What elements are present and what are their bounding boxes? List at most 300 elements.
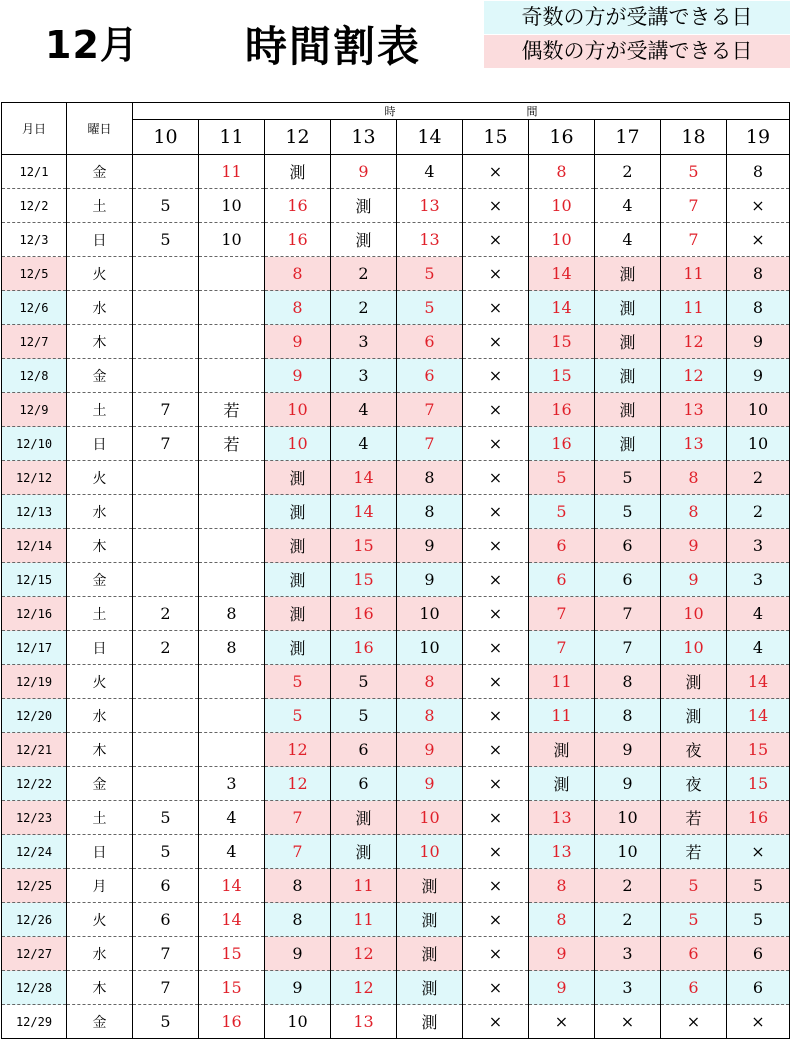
table-row [2, 903, 790, 937]
cell-19: × [727, 1005, 790, 1039]
row-date: 12/25 [2, 869, 67, 903]
cell-18: 若 [661, 801, 727, 835]
cell-17: 測 [595, 257, 661, 291]
cell-16: 5 [529, 461, 595, 495]
table-row [2, 971, 790, 1005]
cell-13: 13 [331, 1005, 397, 1039]
cell-11: 14 [199, 869, 265, 903]
cell-12: 5 [265, 665, 331, 699]
cell-19: 16 [727, 801, 790, 835]
cell-14: 測 [397, 971, 463, 1005]
cell-19: 2 [727, 461, 790, 495]
cell-12: 12 [265, 733, 331, 767]
row-date: 12/21 [2, 733, 67, 767]
cell-14: 5 [397, 257, 463, 291]
cell-15: × [463, 393, 529, 427]
cell-12: 9 [265, 971, 331, 1005]
cell-15: × [463, 699, 529, 733]
cell-13: 12 [331, 937, 397, 971]
cell-11: 若 [199, 393, 265, 427]
cell-10 [133, 767, 199, 801]
header-hour-16: 16 [529, 120, 595, 155]
cell-10: 7 [133, 971, 199, 1005]
table-row [2, 699, 790, 733]
table-row [2, 393, 790, 427]
cell-13: 測 [331, 835, 397, 869]
cell-10: 5 [133, 835, 199, 869]
table-row [2, 835, 790, 869]
table-row [2, 495, 790, 529]
cell-17: 6 [595, 563, 661, 597]
table-row [2, 665, 790, 699]
row-date: 12/22 [2, 767, 67, 801]
cell-13: 4 [331, 393, 397, 427]
table-row [2, 869, 790, 903]
cell-12: 8 [265, 869, 331, 903]
row-weekday: 金 [67, 359, 133, 393]
header-hour-10: 10 [133, 120, 199, 155]
header-hour-15: 15 [463, 120, 529, 155]
cell-12: 10 [265, 1005, 331, 1039]
cell-18: 5 [661, 903, 727, 937]
row-date: 12/6 [2, 291, 67, 325]
cell-13: 4 [331, 427, 397, 461]
cell-11: 4 [199, 801, 265, 835]
cell-17: 3 [595, 971, 661, 1005]
row-date: 12/19 [2, 665, 67, 699]
table-row [2, 189, 790, 223]
cell-18: 夜 [661, 733, 727, 767]
cell-11 [199, 529, 265, 563]
legend-even-days: 偶数の方が受講できる日 [484, 35, 790, 68]
legend-odd-days: 奇数の方が受講できる日 [484, 1, 790, 34]
cell-16: 11 [529, 665, 595, 699]
cell-18: 12 [661, 359, 727, 393]
cell-18: 12 [661, 325, 727, 359]
cell-16: 13 [529, 835, 595, 869]
cell-14: 8 [397, 699, 463, 733]
cell-17: 9 [595, 733, 661, 767]
cell-18: 13 [661, 393, 727, 427]
cell-16: 5 [529, 495, 595, 529]
table-row [2, 427, 790, 461]
header-time: 時 間 [133, 103, 790, 120]
cell-13: 15 [331, 563, 397, 597]
row-date: 12/29 [2, 1005, 67, 1039]
cell-10: 5 [133, 189, 199, 223]
cell-17: 測 [595, 291, 661, 325]
header-date: 月日 [2, 103, 67, 155]
row-weekday: 火 [67, 665, 133, 699]
cell-17: 5 [595, 495, 661, 529]
cell-12: 7 [265, 801, 331, 835]
cell-11 [199, 699, 265, 733]
row-weekday: 日 [67, 427, 133, 461]
cell-18: 11 [661, 291, 727, 325]
header-hour-19: 19 [727, 120, 790, 155]
page-title: 時間割表 [245, 22, 422, 71]
month-label: 12月 [45, 23, 139, 67]
cell-19: 9 [727, 325, 790, 359]
cell-17: 4 [595, 189, 661, 223]
cell-16: 10 [529, 223, 595, 257]
cell-16: 14 [529, 291, 595, 325]
cell-10: 2 [133, 597, 199, 631]
row-weekday: 日 [67, 223, 133, 257]
cell-12: 9 [265, 937, 331, 971]
cell-10: 5 [133, 1005, 199, 1039]
cell-16: 13 [529, 801, 595, 835]
row-weekday: 土 [67, 189, 133, 223]
cell-14: 9 [397, 767, 463, 801]
cell-14: 13 [397, 189, 463, 223]
cell-13: 9 [331, 155, 397, 189]
table-row [2, 359, 790, 393]
cell-16: 16 [529, 427, 595, 461]
cell-18: 測 [661, 699, 727, 733]
cell-10 [133, 257, 199, 291]
cell-17: 3 [595, 937, 661, 971]
cell-10 [133, 495, 199, 529]
cell-10: 5 [133, 801, 199, 835]
cell-12: 測 [265, 597, 331, 631]
timetable [1, 102, 790, 1039]
table-row [2, 257, 790, 291]
cell-19: 6 [727, 971, 790, 1005]
cell-12: 9 [265, 359, 331, 393]
cell-12: 9 [265, 325, 331, 359]
cell-14: 7 [397, 393, 463, 427]
cell-14: 10 [397, 631, 463, 665]
cell-14: 5 [397, 291, 463, 325]
cell-11 [199, 325, 265, 359]
cell-10: 7 [133, 393, 199, 427]
cell-12: 16 [265, 223, 331, 257]
cell-18: × [661, 1005, 727, 1039]
cell-10 [133, 291, 199, 325]
cell-10: 6 [133, 869, 199, 903]
row-weekday: 水 [67, 291, 133, 325]
row-weekday: 火 [67, 257, 133, 291]
table-row [2, 801, 790, 835]
cell-13: 2 [331, 291, 397, 325]
cell-18: 6 [661, 937, 727, 971]
cell-17: 10 [595, 801, 661, 835]
row-date: 12/24 [2, 835, 67, 869]
cell-15: × [463, 597, 529, 631]
row-weekday: 火 [67, 461, 133, 495]
cell-12: 測 [265, 495, 331, 529]
cell-12: 5 [265, 699, 331, 733]
cell-15: × [463, 189, 529, 223]
cell-18: 7 [661, 189, 727, 223]
cell-14: 測 [397, 903, 463, 937]
cell-17: 2 [595, 869, 661, 903]
cell-16: 15 [529, 325, 595, 359]
row-date: 12/26 [2, 903, 67, 937]
cell-15: × [463, 495, 529, 529]
cell-19: 4 [727, 631, 790, 665]
cell-19: 5 [727, 903, 790, 937]
cell-15: × [463, 665, 529, 699]
row-date: 12/1 [2, 155, 67, 189]
cell-14: 7 [397, 427, 463, 461]
header-hour-12: 12 [265, 120, 331, 155]
cell-17: 8 [595, 699, 661, 733]
row-date: 12/12 [2, 461, 67, 495]
cell-13: 16 [331, 597, 397, 631]
cell-11: 10 [199, 189, 265, 223]
cell-15: × [463, 291, 529, 325]
cell-11: 8 [199, 631, 265, 665]
cell-16: 測 [529, 733, 595, 767]
cell-10 [133, 461, 199, 495]
cell-16: 16 [529, 393, 595, 427]
row-date: 12/7 [2, 325, 67, 359]
cell-16: 9 [529, 937, 595, 971]
cell-12: 7 [265, 835, 331, 869]
row-weekday: 木 [67, 529, 133, 563]
row-weekday: 日 [67, 835, 133, 869]
cell-15: × [463, 1005, 529, 1039]
cell-13: 測 [331, 189, 397, 223]
cell-10: 7 [133, 937, 199, 971]
cell-10 [133, 665, 199, 699]
cell-15: × [463, 971, 529, 1005]
row-weekday: 木 [67, 971, 133, 1005]
cell-12: 測 [265, 563, 331, 597]
cell-10 [133, 563, 199, 597]
cell-15: × [463, 869, 529, 903]
cell-10: 6 [133, 903, 199, 937]
cell-17: 5 [595, 461, 661, 495]
row-weekday: 土 [67, 597, 133, 631]
cell-18: 5 [661, 155, 727, 189]
cell-14: 測 [397, 1005, 463, 1039]
table-row [2, 767, 790, 801]
cell-18: 6 [661, 971, 727, 1005]
cell-13: 16 [331, 631, 397, 665]
cell-16: 6 [529, 529, 595, 563]
cell-14: 9 [397, 529, 463, 563]
row-date: 12/20 [2, 699, 67, 733]
cell-17: 7 [595, 597, 661, 631]
cell-11: 4 [199, 835, 265, 869]
cell-17: 10 [595, 835, 661, 869]
cell-15: × [463, 903, 529, 937]
header-hour-11: 11 [199, 120, 265, 155]
cell-16: 6 [529, 563, 595, 597]
cell-17: 4 [595, 223, 661, 257]
row-weekday: 金 [67, 563, 133, 597]
cell-19: 15 [727, 733, 790, 767]
cell-18: 夜 [661, 767, 727, 801]
cell-19: × [727, 835, 790, 869]
cell-12: 測 [265, 529, 331, 563]
cell-14: 10 [397, 801, 463, 835]
cell-18: 7 [661, 223, 727, 257]
cell-17: 測 [595, 393, 661, 427]
cell-16: 10 [529, 189, 595, 223]
cell-19: 3 [727, 529, 790, 563]
cell-11: 16 [199, 1005, 265, 1039]
row-date: 12/9 [2, 393, 67, 427]
cell-19: 5 [727, 869, 790, 903]
cell-17: 測 [595, 325, 661, 359]
cell-19: 9 [727, 359, 790, 393]
cell-14: 8 [397, 665, 463, 699]
cell-18: 13 [661, 427, 727, 461]
header-hour-13: 13 [331, 120, 397, 155]
row-date: 12/2 [2, 189, 67, 223]
cell-11: 若 [199, 427, 265, 461]
cell-18: 8 [661, 495, 727, 529]
cell-10 [133, 359, 199, 393]
cell-18: 10 [661, 631, 727, 665]
cell-17: 測 [595, 427, 661, 461]
cell-17: 7 [595, 631, 661, 665]
row-weekday: 水 [67, 495, 133, 529]
cell-19: × [727, 189, 790, 223]
cell-10: 5 [133, 223, 199, 257]
cell-14: 6 [397, 325, 463, 359]
table-row [2, 461, 790, 495]
cell-15: × [463, 257, 529, 291]
cell-19: 3 [727, 563, 790, 597]
cell-17: × [595, 1005, 661, 1039]
cell-14: 10 [397, 835, 463, 869]
cell-12: 測 [265, 461, 331, 495]
cell-14: 9 [397, 563, 463, 597]
cell-14: 8 [397, 495, 463, 529]
cell-18: 10 [661, 597, 727, 631]
cell-13: 14 [331, 495, 397, 529]
cell-19: 8 [727, 257, 790, 291]
row-date: 12/5 [2, 257, 67, 291]
cell-14: 4 [397, 155, 463, 189]
cell-13: 測 [331, 223, 397, 257]
cell-15: × [463, 155, 529, 189]
cell-11: 14 [199, 903, 265, 937]
cell-19: 15 [727, 767, 790, 801]
cell-18: 若 [661, 835, 727, 869]
cell-18: 9 [661, 529, 727, 563]
cell-11 [199, 257, 265, 291]
cell-19: × [727, 223, 790, 257]
cell-19: 4 [727, 597, 790, 631]
cell-12: 測 [265, 631, 331, 665]
cell-13: 11 [331, 869, 397, 903]
table-row [2, 733, 790, 767]
cell-16: 測 [529, 767, 595, 801]
row-weekday: 木 [67, 733, 133, 767]
cell-13: 6 [331, 767, 397, 801]
cell-19: 14 [727, 665, 790, 699]
cell-16: 14 [529, 257, 595, 291]
cell-11 [199, 665, 265, 699]
cell-11 [199, 563, 265, 597]
row-date: 12/14 [2, 529, 67, 563]
cell-18: 8 [661, 461, 727, 495]
table-row [2, 291, 790, 325]
cell-17: 9 [595, 767, 661, 801]
table-row [2, 529, 790, 563]
row-weekday: 金 [67, 767, 133, 801]
cell-13: 5 [331, 699, 397, 733]
cell-12: 12 [265, 767, 331, 801]
cell-13: 5 [331, 665, 397, 699]
row-date: 12/16 [2, 597, 67, 631]
cell-11: 15 [199, 937, 265, 971]
cell-19: 14 [727, 699, 790, 733]
cell-16: 8 [529, 869, 595, 903]
table-row [2, 563, 790, 597]
row-date: 12/10 [2, 427, 67, 461]
header-hour-18: 18 [661, 120, 727, 155]
cell-15: × [463, 325, 529, 359]
cell-14: 測 [397, 869, 463, 903]
cell-11: 11 [199, 155, 265, 189]
cell-10 [133, 733, 199, 767]
cell-16: 9 [529, 971, 595, 1005]
cell-19: 8 [727, 155, 790, 189]
table-row [2, 631, 790, 665]
row-weekday: 火 [67, 903, 133, 937]
cell-16: 8 [529, 155, 595, 189]
row-weekday: 日 [67, 631, 133, 665]
cell-17: 2 [595, 155, 661, 189]
cell-10: 2 [133, 631, 199, 665]
row-date: 12/17 [2, 631, 67, 665]
cell-18: 測 [661, 665, 727, 699]
cell-16: × [529, 1005, 595, 1039]
cell-11 [199, 359, 265, 393]
cell-13: 6 [331, 733, 397, 767]
cell-17: 6 [595, 529, 661, 563]
cell-15: × [463, 835, 529, 869]
cell-19: 6 [727, 937, 790, 971]
cell-19: 10 [727, 393, 790, 427]
cell-19: 2 [727, 495, 790, 529]
cell-10 [133, 155, 199, 189]
cell-10 [133, 325, 199, 359]
row-weekday: 土 [67, 393, 133, 427]
cell-17: 2 [595, 903, 661, 937]
cell-11 [199, 733, 265, 767]
table-row [2, 597, 790, 631]
row-weekday: 金 [67, 155, 133, 189]
cell-15: × [463, 733, 529, 767]
table-row [2, 1005, 790, 1039]
cell-15: × [463, 529, 529, 563]
cell-19: 8 [727, 291, 790, 325]
cell-11: 8 [199, 597, 265, 631]
row-date: 12/27 [2, 937, 67, 971]
cell-16: 11 [529, 699, 595, 733]
table-row [2, 155, 790, 189]
cell-11: 15 [199, 971, 265, 1005]
row-weekday: 月 [67, 869, 133, 903]
cell-14: 13 [397, 223, 463, 257]
cell-16: 8 [529, 903, 595, 937]
cell-13: 11 [331, 903, 397, 937]
cell-15: × [463, 359, 529, 393]
cell-15: × [463, 631, 529, 665]
row-weekday: 水 [67, 937, 133, 971]
cell-11: 10 [199, 223, 265, 257]
cell-11 [199, 291, 265, 325]
cell-15: × [463, 223, 529, 257]
